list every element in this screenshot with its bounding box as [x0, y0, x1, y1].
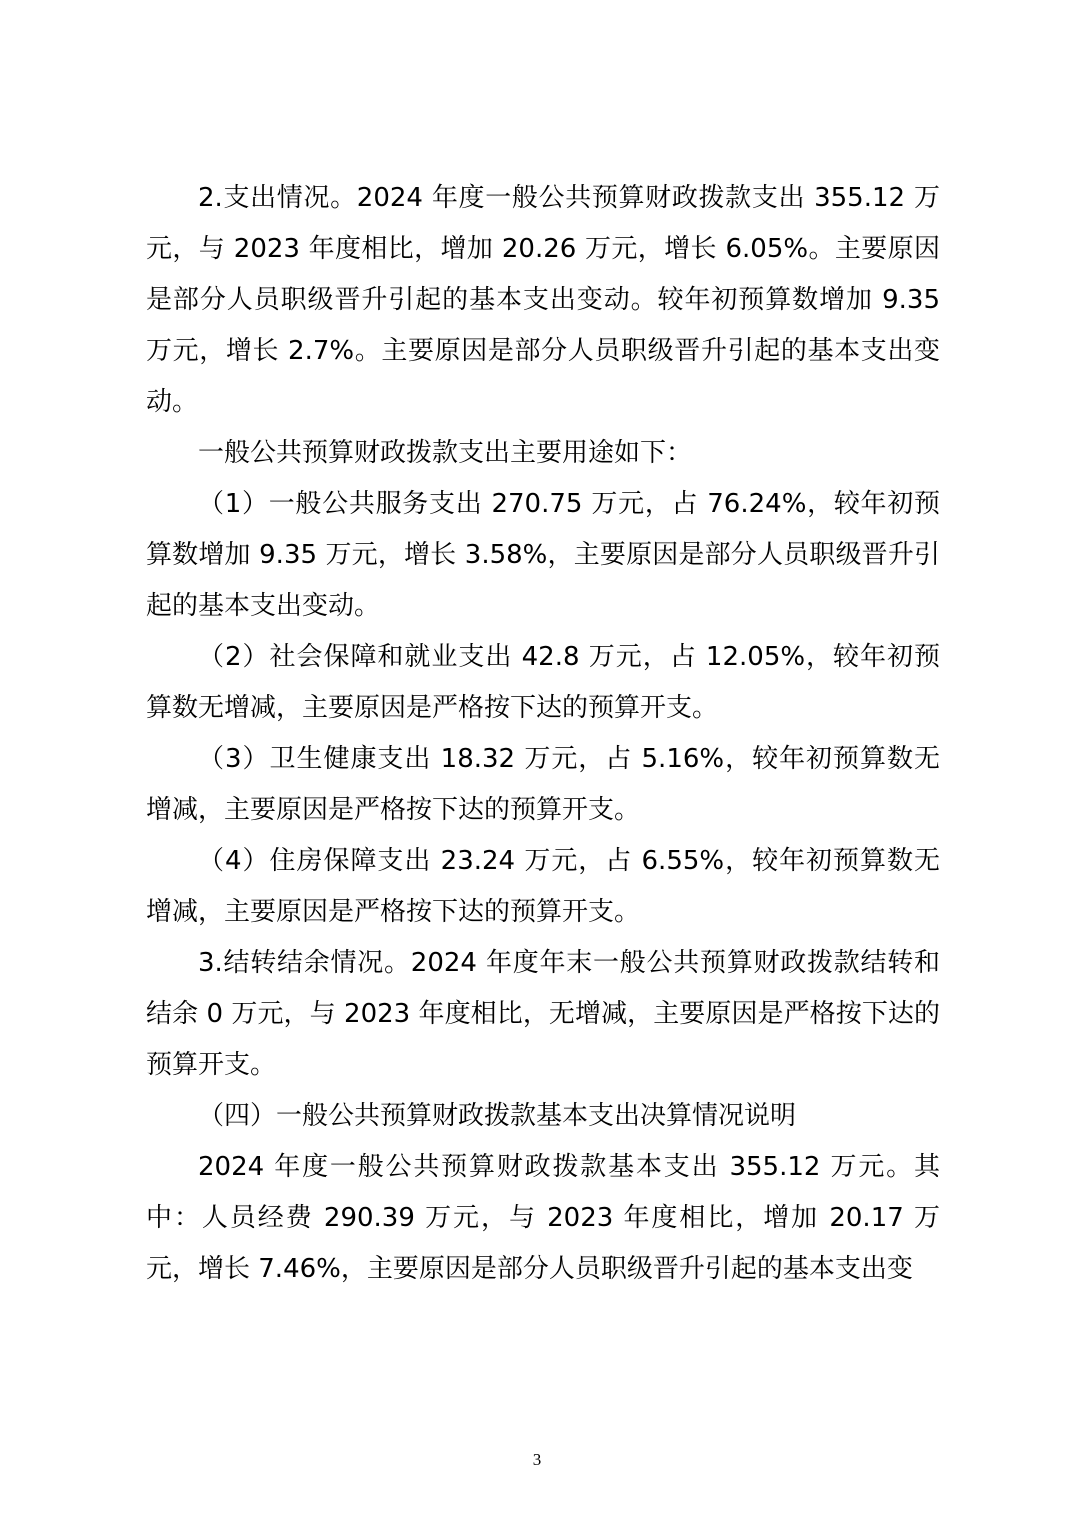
page-number: 3: [532, 1450, 542, 1469]
paragraph-basic-expenditure: 2024 年度一般公共预算财政拨款基本支出 355.12 万元。其中：人员经费 290.39 万元，与 2023 年度相比，增加 20.17 万元，增长 7.46%，主要原因是部分人员职级晋升引起的基本支出变: [146, 1152, 940, 1284]
paragraph-housing: （4）住房保障支出 23.24 万元，占 6.55%，较年初预算数无增减，主要原因是严格按下达的预算开支。: [146, 846, 940, 927]
paragraph-health: （3）卫生健康支出 18.32 万元，占 5.16%，较年初预算数无增减，主要原因是严格按下达的预算开支。: [146, 744, 940, 825]
paragraph-general-public-services: （1）一般公共服务支出 270.75 万元，占 76.24%，较年初预算数增加 9.35 万元，增长 3.58%，主要原因是部分人员职级晋升引起的基本支出变动。: [146, 489, 940, 621]
section-heading: （四）一般公共预算财政拨款基本支出决算情况说明: [198, 1101, 797, 1131]
paragraph-social-security: （2）社会保障和就业支出 42.8 万元，占 12.05%，较年初预算数无增减，主要原因是严格按下达的预算开支。: [146, 642, 940, 723]
paragraph-carryover: 3.结转结余情况。2024 年度年末一般公共预算财政拨款结转和结余 0 万元，与 2023 年度相比，无增减，主要原因是严格按下达的预算开支。: [146, 948, 940, 1080]
paragraph-main-uses-intro: 一般公共预算财政拨款支出主要用途如下：: [198, 438, 693, 468]
document-body: [146, 173, 940, 1295]
paragraph-expenditure: 2.支出情况。2024 年度一般公共预算财政拨款支出 355.12 万元，与 2023 年度相比，增加 20.26 万元，增长 6.05%。主要原因是部分人员职级晋升引起的基本支出变动。较年初预算数增加 9.35 万元，增长 2.7%。主要原因是部分人员职级晋升引起的基本支出变动。: [146, 183, 940, 417]
